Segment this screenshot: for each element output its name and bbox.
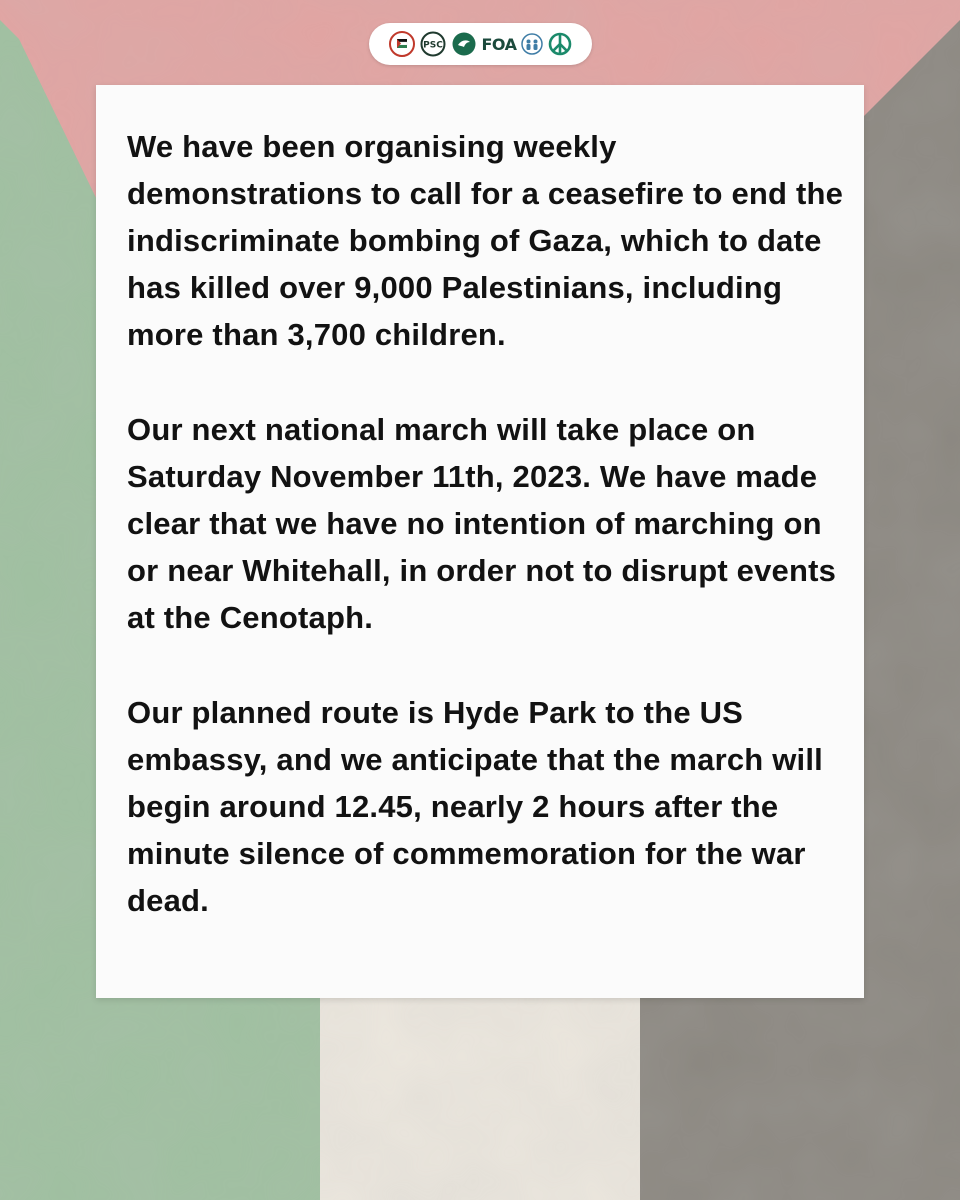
statement-card bbox=[96, 85, 864, 998]
flag-emblem-icon bbox=[389, 31, 415, 57]
paragraph-march-date: Our next national march will take place on Saturday November 11th, 2023. We have made clear that we have no intention of marching on or near Whitehall, in order not to disrupt events at the Cenotaph. bbox=[127, 412, 837, 635]
svg-text:PSC: PSC bbox=[422, 40, 443, 51]
paragraph-route: Our planned route is Hyde Park to the US embassy, and we anticipate that the march will begin around 12.45, nearly 2 hours after the minute silence of commemoration for the war dead. bbox=[127, 695, 823, 918]
partner-logos-bar bbox=[369, 23, 592, 65]
people-logo-icon bbox=[521, 33, 543, 55]
foa-logo-icon: FOA bbox=[481, 34, 517, 54]
paragraph-ceasefire: We have been organising weekly demonstrations to call for a ceasefire to end the indiscriminate bombing of Gaza, which to date has killed over 9,000 Palestinians, including more than 3,700 children. bbox=[127, 129, 844, 352]
psc-logo-icon bbox=[420, 31, 446, 57]
peace-sign-icon bbox=[548, 32, 572, 56]
dove-logo-icon bbox=[451, 31, 477, 57]
statement-text bbox=[127, 123, 847, 972]
